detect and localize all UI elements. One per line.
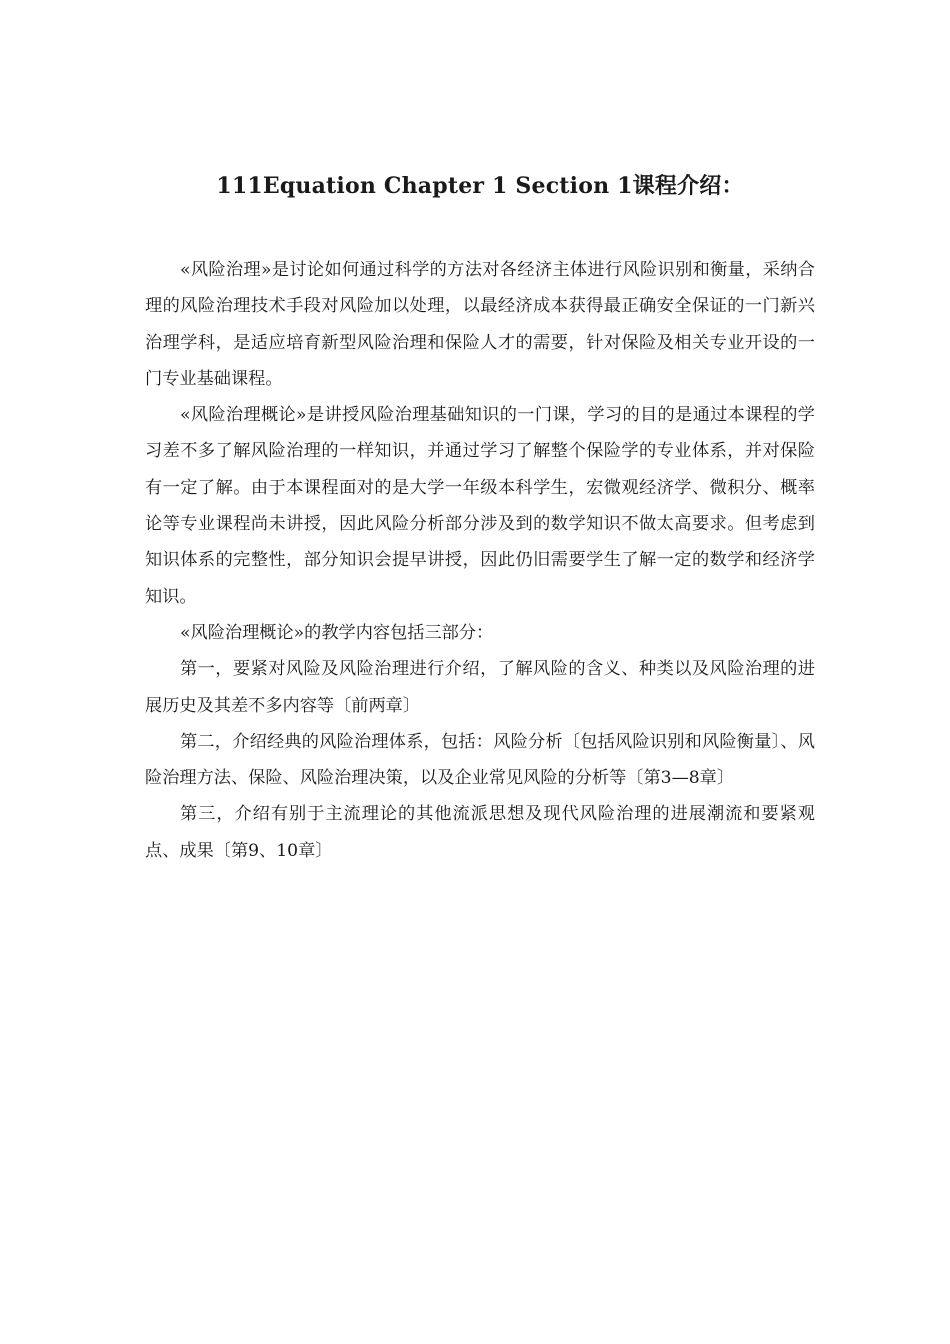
paragraph-content-intro: «风险治理概论»的教学内容包括三部分： — [180, 622, 494, 643]
paragraph-part-one: 第一，要紧对风险及风险治理进行介绍，了解风险的含义、种类以及风险治理的进展历史及其差不多内容等〔前两章〕 — [145, 659, 815, 716]
paragraph-part-three: 第三，介绍有别于主流理论的其他流派思想及现代风险治理的进展潮流和要紧观点、成果〔第9、10章〕 — [145, 804, 815, 861]
document-title: 111Equation Chapter 1 Section 1课程介绍： — [216, 173, 744, 199]
paragraph-course-purpose: «风险治理概论»是讲授风险治理基础知识的一门课，学习的目的是通过本课程的学习差不多了解风险治理的一样知识，并通过学习了解整个保险学的专业体系，并对保险有一定了解。由于本课程面对的是大学一年级本科学生，宏微观经济学、微积分、概率论等专业课程尚未讲授，因此风险分析部分涉及到的数学知识不做太高要求。但考虑到知识体系的完整性，部分知识会提早讲授，因此仍旧需要学生了解一定的数学和经济学知识。 — [145, 405, 815, 607]
paragraph-course-overview: «风险治理»是讨论如何通过科学的方法对各经济主体进行风险识别和衡量，采纳合理的风险治理技术手段对风险加以处理，以最经济成本获得最正确安全保证的一门新兴治理学科，是适应培育新型风险治理和保险人才的需要，针对保险及相关专业开设的一门专业基础课程。 — [145, 260, 815, 389]
paragraph-part-two: 第二，介绍经典的风险治理体系，包括：风险分析〔包括风险识别和风险衡量〕、风险治理方法、保险、风险治理决策，以及企业常见风险的分析等〔第3—8章〕 — [145, 731, 815, 789]
document-body — [145, 252, 815, 869]
